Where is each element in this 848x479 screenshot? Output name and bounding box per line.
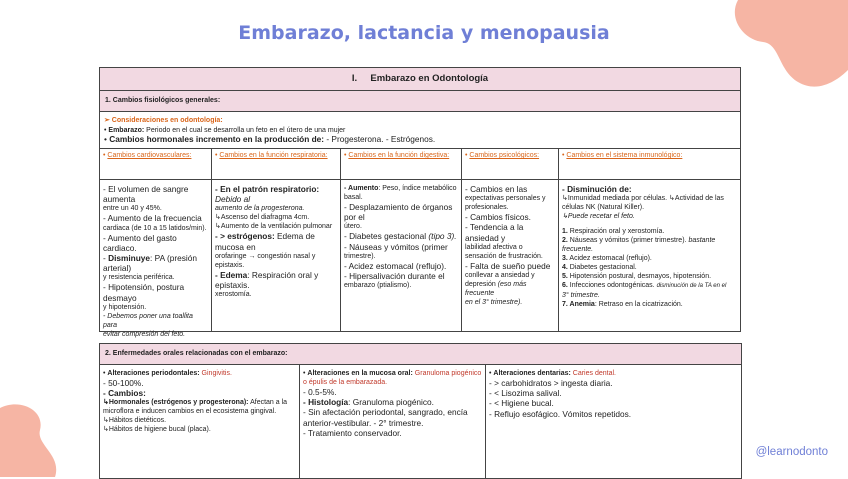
perio-content: • Alteraciones periodontales: Gingivitis. - 50-100%. - Cambios: ↳Hormonales (estrógenos y progesterona): Afectan a la microflora e inducen cambios en el ecosistema gingival. ↳Hábitos dietéticos. ↳Hábitos de higiene bucal (placa). xyxy=(100,365,300,478)
inmuno-content: - Disminución de: ↳Inmunidad mediada por células. ↳Actividad de las células NK (Natural Killer). ↳Puede recetar el feto. 1. Respiración oral y xerostomía. 2. Náuseas y vómitos (primer trimestre). bastante frecuente. 3. Acidez estomacal (reflujo). 4. Diabetes gestacional. 5. Hipotensión postural, desmayos, hipotensión. 6. Infecciones odontogénicas. disminución de la TA en el 3° trimestre. 7. Anemia: Retraso en la cicatrización. xyxy=(562,184,727,309)
col-header-resp: • Cambios en la función respiratoria: xyxy=(212,149,341,179)
section2-subheading: 2. Enfermedades orales relacionadas con el embarazo: xyxy=(105,350,288,357)
section2-subheading-row xyxy=(100,344,741,365)
subheading: 1. Cambios fisiológicos generales: xyxy=(105,97,221,104)
section-heading-text: Embarazo en Odontología xyxy=(370,73,489,84)
column-content-row xyxy=(100,180,740,338)
section-heading xyxy=(100,68,740,91)
section2-content-row xyxy=(100,365,741,478)
considerations-title: ➢ Consideraciones en odontología: xyxy=(104,117,223,124)
page-title: Embarazo, lactancia y menopausia xyxy=(238,22,610,44)
cardio-content: - El volumen de sangre aumenta entre un 40 y 45%. - Aumento de la frecuencia cardiaca (de 10 a 15 latidos/min). - Aumento del gasto cardiaco. - Disminuye: PA (presión arterial) y resistencia periférica. - Hipotensión, postura desmayo y hipotensión. - Debemos poner una toallita para evitar compresión del feto. xyxy=(100,180,212,331)
pregnancy-table xyxy=(99,67,741,338)
hormonal-text: - Progesterona. - Estrógenos. xyxy=(324,134,436,144)
col-header-psico: • Cambios psicológicos: xyxy=(462,149,559,179)
resp-content: - En el patrón respiratorio: Debido al aumento de la progesterona. ↳Ascenso del diafragma 4cm. ↳Aumento de la ventilación pulmonar - > estrógenos: Edema de mucosa en orofaringe → congestión nasal y epistaxis. - Edema: Respiración oral y epistaxis. xerostomía. xyxy=(212,180,341,331)
dental-content: • Alteraciones dentarias: Caries dental. - > carbohidratos > ingesta diaria. - < Lisozima salival. - < Higiene bucal. - Reflujo esofágico. Vómitos repetidos. xyxy=(489,370,632,419)
section-number: I. xyxy=(351,73,358,84)
embarazo-text: Periodo en el cual se desarrolla un feto en el útero de una mujer xyxy=(144,126,346,134)
bottom-left-blob xyxy=(0,400,70,477)
column-header-row xyxy=(100,149,740,180)
mucosa-content: • Alteraciones en la mucosa oral: Granuloma piogénico o épulis de la embarazada. - 0.5-5%. - Histología: Granuloma piogénico. - Sin afectación periodontal, sangrado, encía anterior-vestibular. - 2° trimestre. - Tratamiento conservador. xyxy=(300,365,486,478)
considerations-row: ➢ Consideraciones en odontología: • Embarazo: Periodo en el cual se desarrolla un feto en el útero de una mujer • Cambios hormonales incremento en la producción de: - Progesterona. - Estrógenos. xyxy=(100,112,740,149)
col-header-cardio: • Cambios cardiovasculares: xyxy=(100,149,212,179)
hormonal-label: Cambios hormonales incremento en la producción de: xyxy=(109,134,325,144)
embarazo-label: Embarazo: xyxy=(108,126,145,134)
author-handle: @learnodonto xyxy=(755,446,828,458)
dig-content: - Aumento: Peso, índice metabólico basal. - Desplazamiento de órganos por el útero. - Diabetes gestacional (tipo 3). - Náuseas y vómitos (primer trimestre). - Acidez estomacal (reflujo). - Hipersalivación durante el embarazo (ptialismo). xyxy=(341,180,462,331)
psico-content: - Cambios en las expectativas personales y profesionales. - Cambios físicos. - Tendencia a la ansiedad y labilidad afectiva o sensación de frustración. - Falta de sueño puede conllevar a ansiedad y depresión (eso más frecuente en el 3° trimestre). xyxy=(462,180,559,331)
subheading-row xyxy=(100,91,740,112)
oral-diseases-table xyxy=(99,343,742,479)
col-header-dig: • Cambios en la función digestiva: xyxy=(341,149,462,179)
col-header-inmuno: • Cambios en el sistema inmunológico: xyxy=(562,152,683,159)
